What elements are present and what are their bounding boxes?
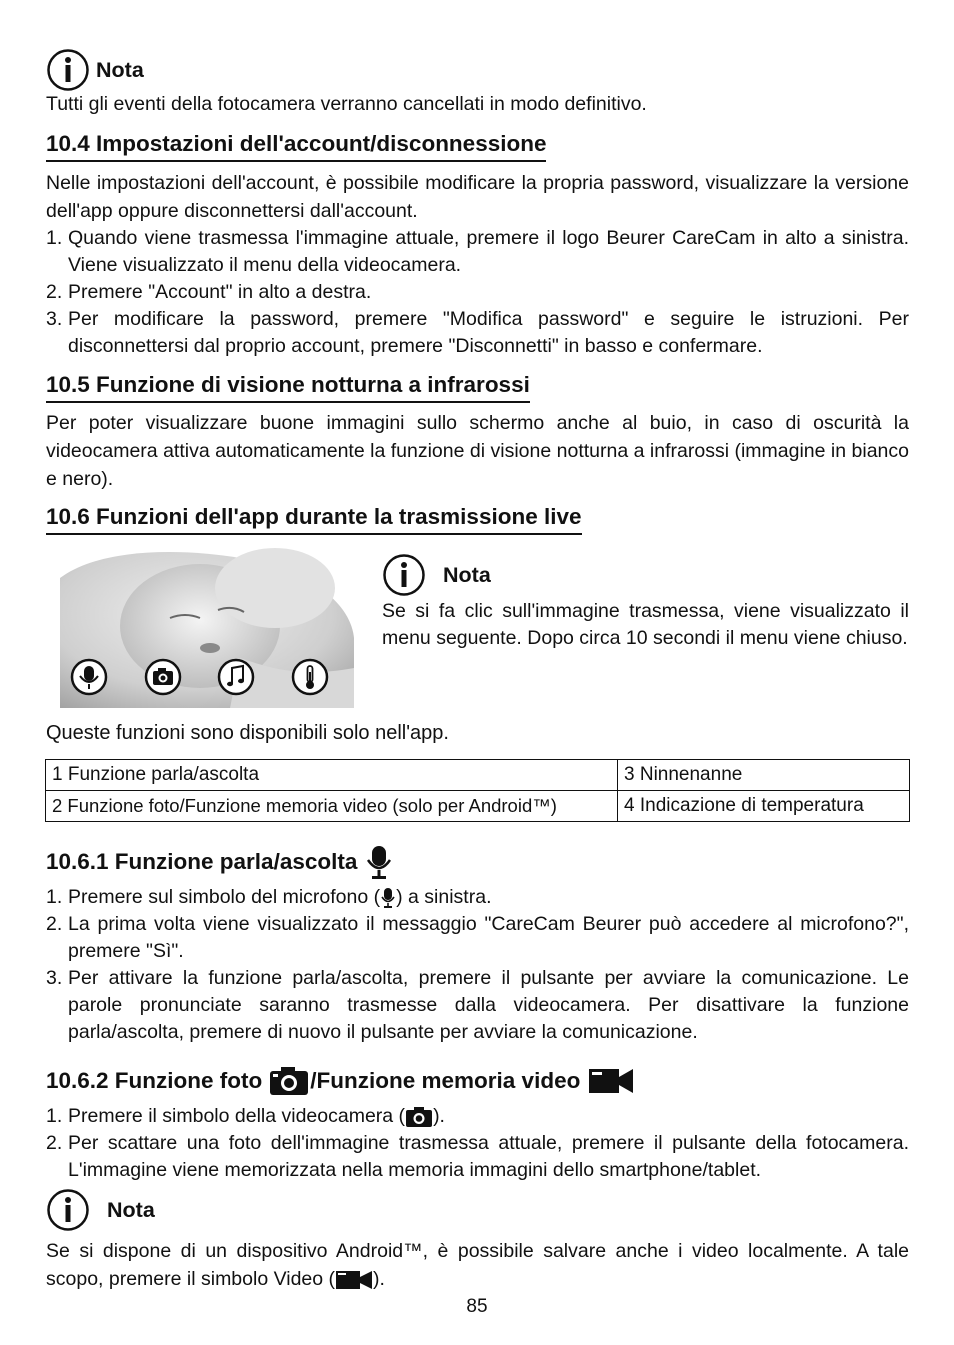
section-heading-10-6-2: 10.6.2 Funzione foto /Funzione memoria video (46, 1066, 634, 1096)
microphone-icon (70, 658, 108, 696)
section-10-4-intro: Nelle impostazioni dell'account, è possibile modificare la propria password, visualizzare la versione dell'app oppure disconnettersi dall'account. (46, 172, 909, 222)
note-block-2 (46, 1188, 909, 1293)
section-heading-10-5: 10.5 Funzione di visione notturna a infrarossi (46, 372, 530, 403)
list-item: 3. Per modificare la password, premere "Modifica password" e seguire le istruzioni. Per disconnettersi dal proprio account, premere "Disconnetti" in basso e confermare. (46, 308, 909, 357)
section-10-5-text: Per poter visualizzare buone immagini sullo schermo anche al buio, in caso di oscurità la videocamera attiva automaticamente la funzione di visione notturna a infrarossi (immagine in bianco e nero). (46, 412, 909, 490)
note-title: Nota (107, 1197, 155, 1222)
list-item: 3. Per attivare la funzione parla/ascolta, premere il pulsante per avviare la comunicazione. Le parole pronunciate saranno trasmesse dalla videocamera. Per disattivare la funzione parla/ascolta, premere di nuovo il pulsante per avviare la comunicazione. (46, 967, 909, 1043)
thermometer-icon (291, 658, 329, 696)
list-item: 1. Premere sul simbolo del microfono ( ) a sinistra. (46, 886, 492, 908)
note-text: Se si dispone di un dispositivo Android™, è possibile salvare anche i video localmente. A tale scopo, premere il simbolo Video ( ). (46, 1240, 909, 1290)
note-text: Se si fa clic sull'immagine trasmessa, viene visualizzato il menu seguente. Dopo circa 10 secondi il menu viene chiuso. (382, 600, 909, 649)
camera-icon (144, 658, 182, 696)
music-note-icon (217, 658, 255, 696)
microphone-icon (380, 887, 396, 909)
info-icon (382, 553, 426, 597)
camera-icon (269, 1066, 309, 1096)
menu-icon-camera (144, 658, 182, 702)
section-heading-10-6: 10.6 Funzioni dell'app durante la trasmissione live (46, 504, 582, 535)
table-cell: 3 Ninnenanne (618, 760, 910, 791)
note-block-live (382, 553, 909, 652)
menu-icon-temperature (291, 658, 329, 702)
list-item: 2. Premere "Account" in alto a destra. (46, 281, 372, 303)
note-title: Nota (443, 562, 491, 587)
section-heading-10-6-1: 10.6.1 Funzione parla/ascolta (46, 844, 394, 880)
note-title: Nota (96, 57, 144, 82)
list-item: 2. Per scattare una foto dell'immagine trasmessa attuale, premere il pulsante della fotocamera. L'immagine viene memorizzata nella memoria immagini dello smartphone/tablet. (46, 1132, 909, 1181)
table-row (46, 791, 910, 822)
page-number: 85 (466, 1296, 488, 1317)
list-item: 1. Premere il simbolo della videocamera ( ). (46, 1105, 445, 1127)
table-cell: 1 Funzione parla/ascolta (46, 760, 618, 791)
table-row (46, 760, 910, 791)
note-text: Tutti gli eventi della fotocamera verranno cancellati in modo definitivo. (46, 93, 647, 115)
menu-icon-microphone (70, 658, 108, 702)
list-item: 2. La prima volta viene visualizzato il messaggio "CareCam Beurer può accedere al microfono?", premere "Sì". (46, 913, 909, 962)
camera-icon (405, 1106, 433, 1128)
section-heading-10-4: 10.4 Impostazioni dell'account/disconnessione (46, 131, 546, 162)
list-item: 1. Quando viene trasmessa l'immagine attuale, premere il logo Beurer CareCam in alto a sinistra. Viene visualizzato il menu della videocamera. (46, 227, 909, 276)
table-cell: 2 Funzione foto/Funzione memoria video (solo per Android™) (46, 791, 618, 822)
video-camera-icon (335, 1269, 373, 1291)
table-cell: 4 Indicazione di temperatura (618, 791, 910, 822)
video-camera-icon (588, 1067, 634, 1095)
microphone-icon (364, 844, 394, 880)
note-block-1 (46, 48, 909, 118)
info-icon (46, 48, 90, 92)
availability-text: Queste funzioni sono disponibili solo nell'app. (46, 722, 449, 744)
info-icon (46, 1188, 90, 1232)
functions-table (45, 759, 910, 822)
menu-icon-lullaby (217, 658, 255, 702)
